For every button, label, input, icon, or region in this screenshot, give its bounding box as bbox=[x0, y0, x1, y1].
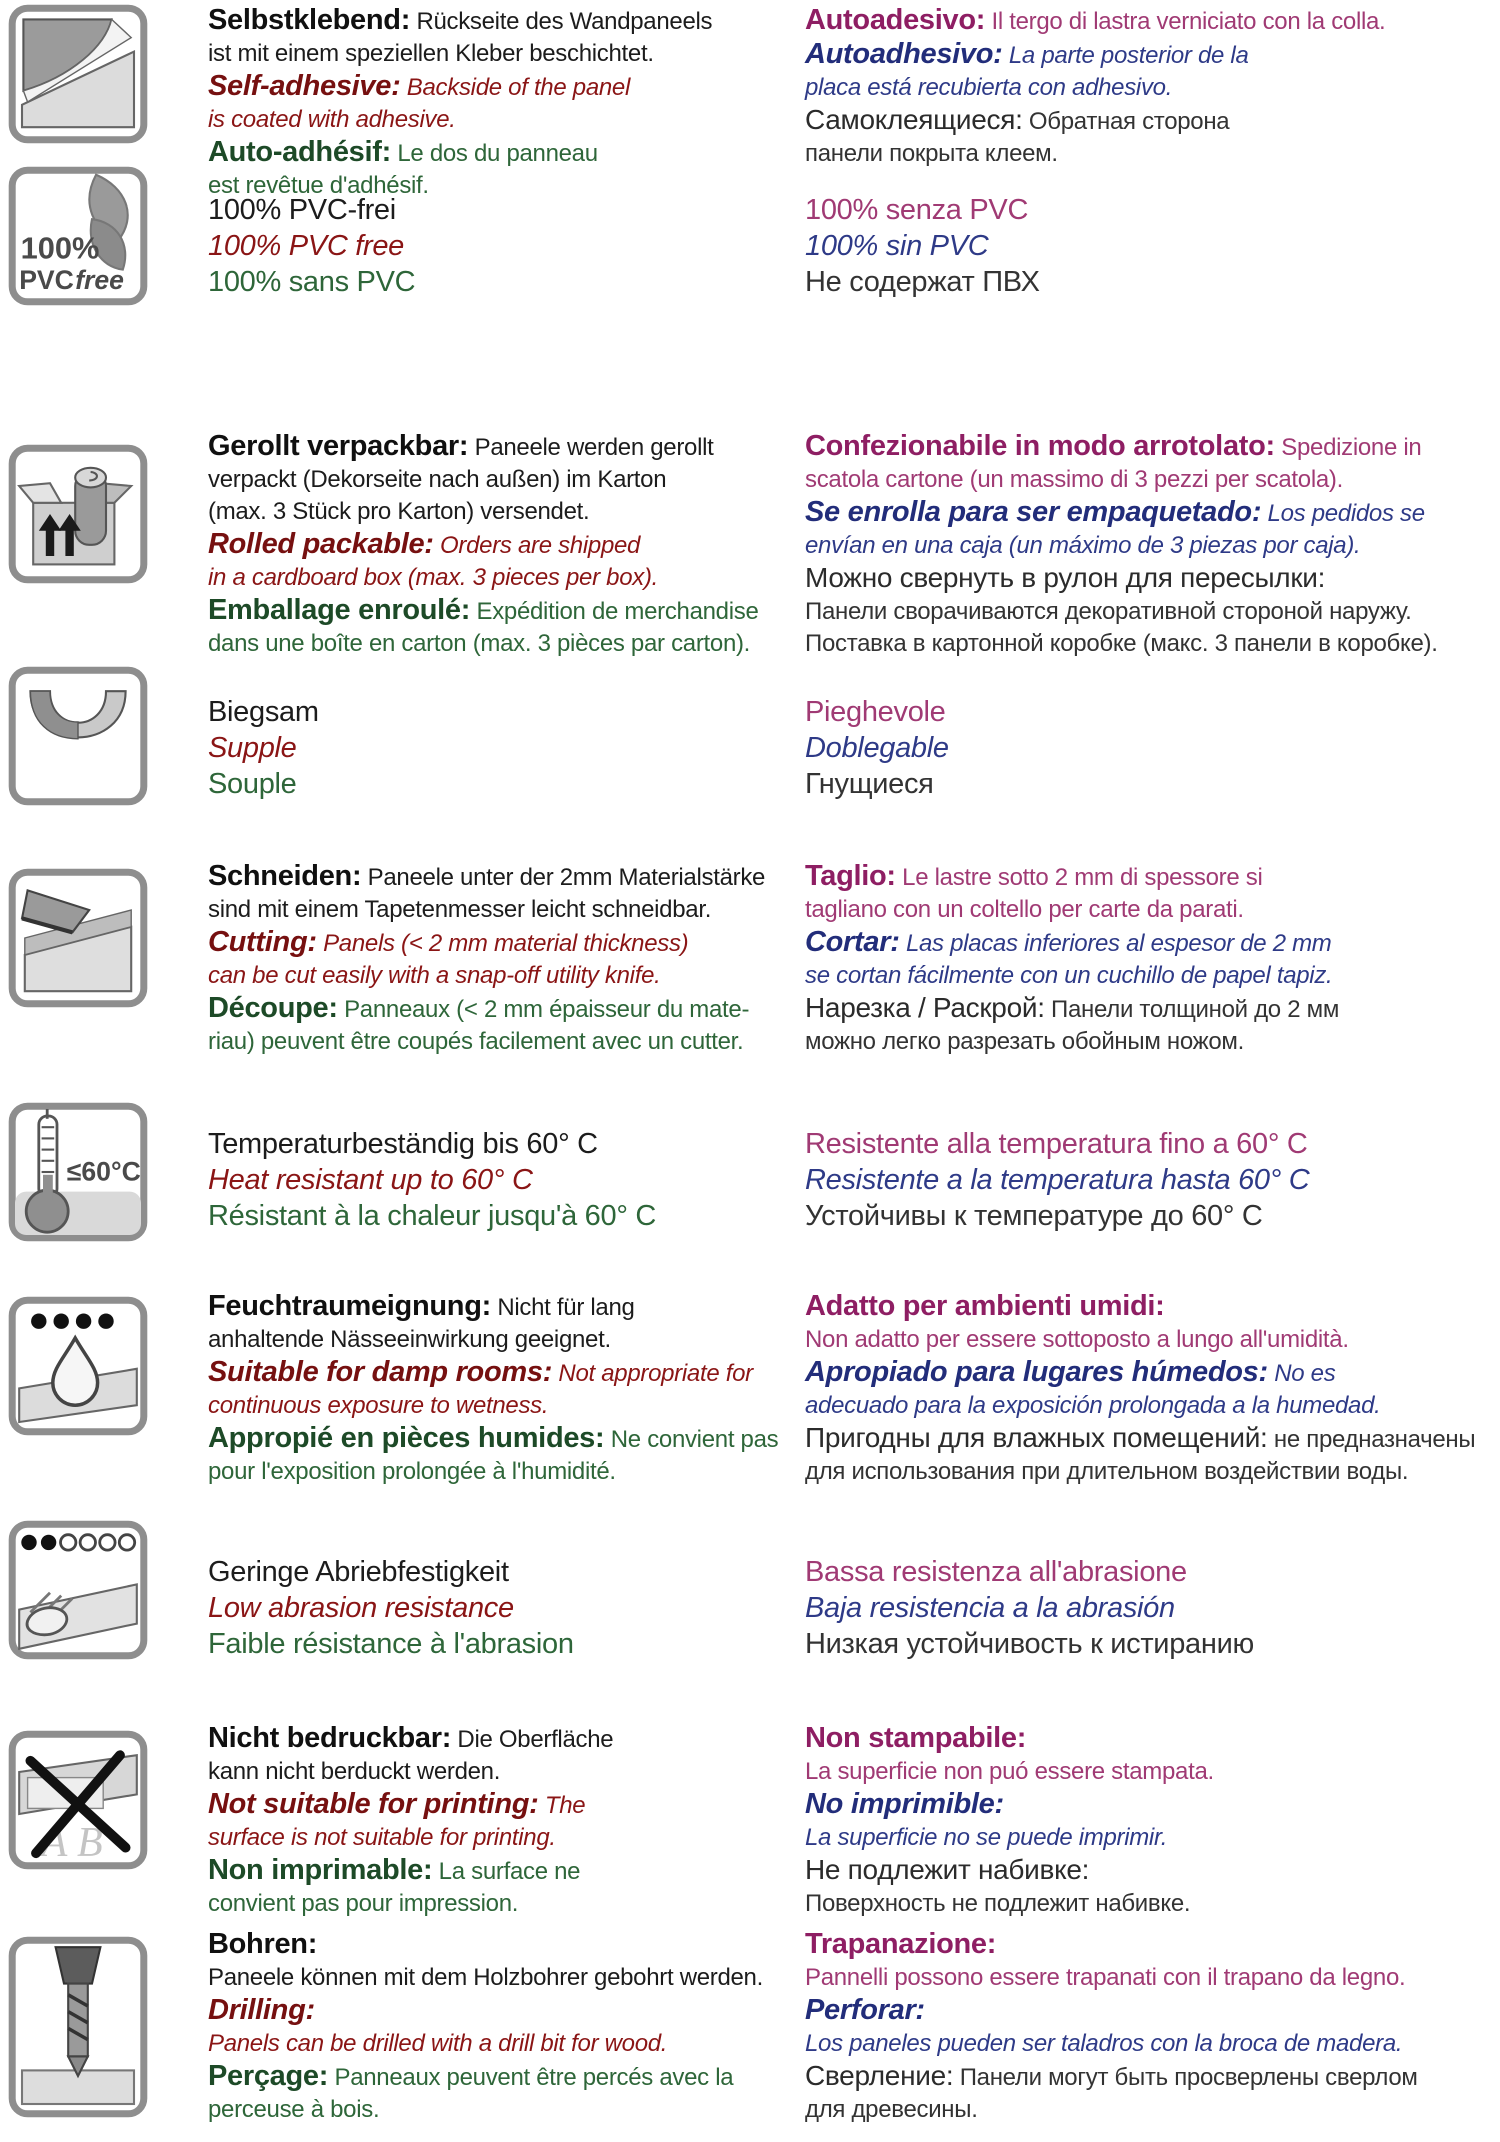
text-line bbox=[208, 1026, 798, 1058]
text-line bbox=[208, 2060, 798, 2094]
pvc-free-icon bbox=[8, 166, 148, 306]
term-label: Самоклеящиеся: bbox=[805, 104, 1023, 135]
text-line bbox=[208, 1356, 798, 1390]
text-line bbox=[208, 992, 798, 1026]
description-text: Поставка в картонной коробке (макс. 3 панели в коробке). bbox=[805, 630, 1438, 657]
text-line bbox=[208, 1290, 798, 1324]
term-label: Drilling: bbox=[208, 1994, 315, 2026]
text-line bbox=[805, 730, 1495, 766]
description-text: No es bbox=[1267, 1360, 1336, 1387]
drill-icon bbox=[8, 1936, 148, 2118]
text-line bbox=[805, 496, 1495, 530]
text-column-right bbox=[805, 1290, 1495, 1488]
description-text: Resistente alla temperatura fino a 60° C bbox=[805, 1128, 1308, 1160]
text-column-left bbox=[208, 1290, 798, 1488]
text-column-left bbox=[208, 1554, 798, 1662]
text-line bbox=[208, 38, 798, 70]
term-label: Emballage enroulé: bbox=[208, 594, 471, 626]
text-line bbox=[805, 1198, 1495, 1234]
description-text: Faible résistance à l'abrasion bbox=[208, 1628, 574, 1660]
term-label: Cortar: bbox=[805, 926, 900, 958]
text-line bbox=[805, 228, 1495, 264]
text-line bbox=[805, 926, 1495, 960]
description-text: verpackt (Dekorseite nach außen) im Karton bbox=[208, 466, 667, 493]
text-line bbox=[805, 1756, 1495, 1788]
term-label: Selbstklebend: bbox=[208, 4, 411, 36]
text-line bbox=[805, 1822, 1495, 1854]
text-column-right bbox=[805, 1928, 1495, 2126]
description-text: Nicht für lang bbox=[491, 1294, 635, 1321]
text-column-right bbox=[805, 1554, 1495, 1662]
text-line bbox=[208, 1788, 798, 1822]
description-text: continuous exposure to wetness. bbox=[208, 1392, 549, 1419]
description-text: 100% PVC free bbox=[208, 230, 404, 262]
text-line bbox=[805, 1290, 1495, 1324]
cutting-knife-icon bbox=[8, 868, 148, 1008]
text-line bbox=[805, 894, 1495, 926]
text-line bbox=[208, 766, 798, 802]
description-text: Doblegable bbox=[805, 732, 949, 764]
text-line bbox=[805, 562, 1495, 596]
term-label: Autoadesivo: bbox=[805, 4, 986, 36]
text-line bbox=[805, 1590, 1495, 1626]
description-text: surface is not suitable for printing. bbox=[208, 1824, 556, 1851]
text-line bbox=[805, 960, 1495, 992]
description-text: Panels can be drilled with a drill bit for wood. bbox=[208, 2030, 668, 2057]
term-label: Confezionabile in modo arrotolato: bbox=[805, 430, 1275, 462]
description-text: Pieghevole bbox=[805, 696, 946, 728]
term-label: Adatto per ambienti umidi: bbox=[805, 1290, 1165, 1322]
text-line bbox=[805, 192, 1495, 228]
description-text: pour l'exposition prolongée à l'humidité. bbox=[208, 1458, 616, 1485]
self-adhesive-icon-drawing bbox=[8, 4, 148, 144]
text-line bbox=[805, 1928, 1495, 1962]
text-line bbox=[208, 1324, 798, 1356]
description-text: La superficie no se puede imprimir. bbox=[805, 1824, 1168, 1851]
text-line bbox=[208, 628, 798, 660]
text-line bbox=[208, 1928, 798, 1962]
description-text: scatola cartone (un massimo di 3 pezzi per scatola). bbox=[805, 466, 1343, 493]
description-text: anhaltende Nässeeinwirkung geeignet. bbox=[208, 1326, 611, 1353]
description-text: Устойчивы к температуре до 60° C bbox=[805, 1200, 1263, 1232]
description-text: ist mit einem speziellen Kleber beschichtet. bbox=[208, 40, 654, 67]
text-line bbox=[805, 1390, 1495, 1422]
description-text: La parte posterior de la bbox=[1002, 42, 1249, 69]
description-text: dans une boîte en carton (max. 3 pièces par carton). bbox=[208, 630, 751, 657]
text-line bbox=[208, 496, 798, 528]
text-line bbox=[208, 960, 798, 992]
supple-icon bbox=[8, 666, 148, 806]
text-line bbox=[208, 1822, 798, 1854]
term-label: Perforar: bbox=[805, 1994, 925, 2026]
text-line bbox=[805, 2028, 1495, 2060]
description-text: для древесины. bbox=[805, 2096, 978, 2123]
drill-icon-drawing bbox=[8, 1936, 148, 2118]
text-line bbox=[805, 1888, 1495, 1920]
text-line bbox=[208, 1390, 798, 1422]
description-text: can be cut easily with a snap-off utility knife. bbox=[208, 962, 661, 989]
text-line bbox=[208, 192, 798, 228]
description-text: Geringe Abriebfestigkeit bbox=[208, 1556, 509, 1588]
text-line bbox=[208, 730, 798, 766]
description-text: perceuse à bois. bbox=[208, 2096, 380, 2123]
text-line bbox=[805, 694, 1495, 730]
description-text: Baja resistencia a la abrasión bbox=[805, 1592, 1175, 1624]
description-text: можно легко разрезать обойным ножом. bbox=[805, 1028, 1245, 1055]
description-text: Heat resistant up to 60° C bbox=[208, 1164, 533, 1196]
text-column-left bbox=[208, 1722, 798, 1920]
description-text: Not appropriate for bbox=[552, 1360, 753, 1387]
water-drop-icon-drawing bbox=[8, 1296, 148, 1436]
text-line bbox=[208, 1554, 798, 1590]
description-text: Paneele können mit dem Holzbohrer gebohrt werden. bbox=[208, 1964, 763, 1991]
term-label: No imprimible: bbox=[805, 1788, 1004, 1820]
term-label: Не подлежит набивке: bbox=[805, 1854, 1090, 1885]
text-column-right bbox=[805, 860, 1495, 1058]
term-label: Non imprimable: bbox=[208, 1854, 433, 1886]
description-text: Pannelli possono essere trapanati con il trapano da legno. bbox=[805, 1964, 1406, 1991]
description-text: envían en una caja (un máximo de 3 piezas por caja). bbox=[805, 532, 1361, 559]
term-label: Rolled packable: bbox=[208, 528, 434, 560]
description-text: Panels (< 2 mm material thickness) bbox=[316, 930, 689, 957]
text-line bbox=[805, 1162, 1495, 1198]
description-text: La superficie non puó essere stampata. bbox=[805, 1758, 1214, 1785]
description-text: sind mit einem Tapetenmesser leicht schneidbar. bbox=[208, 896, 712, 923]
description-text: не предназначены bbox=[1267, 1426, 1476, 1453]
description-text: панели покрыта клеем. bbox=[805, 140, 1058, 167]
text-column-left bbox=[208, 192, 798, 300]
term-label: Apropiado para lugares húmedos: bbox=[805, 1356, 1268, 1388]
term-label: Можно свернуть в рулон для пересылки: bbox=[805, 562, 1326, 593]
text-column-left bbox=[208, 860, 798, 1058]
text-line bbox=[208, 2094, 798, 2126]
description-text: is coated with adhesive. bbox=[208, 106, 456, 133]
description-text: Paneele werden gerollt bbox=[468, 434, 714, 461]
text-line bbox=[208, 136, 798, 170]
no-printing-icon bbox=[8, 1730, 148, 1870]
term-label: Cutting: bbox=[208, 926, 317, 958]
text-column-right bbox=[805, 1722, 1495, 1920]
abrasion-dots-icon-drawing bbox=[8, 1520, 148, 1660]
text-line bbox=[805, 1126, 1495, 1162]
text-line bbox=[208, 464, 798, 496]
description-text: placa está recubierta con adhesivo. bbox=[805, 74, 1173, 101]
term-label: Schneiden: bbox=[208, 860, 362, 892]
description-text: (max. 3 Stück pro Karton) versendet. bbox=[208, 498, 590, 525]
text-column-left bbox=[208, 1928, 798, 2126]
description-text: tagliano con un coltello per carte da parati. bbox=[805, 896, 1244, 923]
text-line bbox=[208, 894, 798, 926]
self-adhesive-icon bbox=[8, 4, 148, 144]
text-line bbox=[208, 1198, 798, 1234]
text-line bbox=[805, 766, 1495, 802]
text-line bbox=[805, 264, 1495, 300]
description-text: Die Oberfläche bbox=[451, 1726, 614, 1753]
term-label: Сверление: bbox=[805, 2060, 954, 2091]
text-line bbox=[805, 1356, 1495, 1390]
term-label: Trapanazione: bbox=[805, 1928, 997, 1960]
abrasion-dots-icon bbox=[8, 1520, 148, 1660]
text-line bbox=[805, 1026, 1495, 1058]
text-line bbox=[805, 430, 1495, 464]
pvc-label: PVC bbox=[19, 265, 74, 296]
water-drop-icon bbox=[8, 1296, 148, 1436]
text-column-left bbox=[208, 694, 798, 802]
text-line bbox=[805, 138, 1495, 170]
description-text: convient pas pour impression. bbox=[208, 1890, 519, 1917]
text-line bbox=[208, 1722, 798, 1756]
description-text: Supple bbox=[208, 732, 297, 764]
rolled-packable-icon-drawing bbox=[8, 444, 148, 584]
description-text: Поверхность не подлежит набивке. bbox=[805, 1890, 1191, 1917]
supple-icon-drawing bbox=[8, 666, 148, 806]
description-text: Обратная сторона bbox=[1022, 108, 1230, 135]
description-text: riau) peuvent être coupés facilement avec un cutter. bbox=[208, 1028, 744, 1055]
thermometer-icon-drawing bbox=[8, 1102, 148, 1242]
text-line bbox=[805, 1554, 1495, 1590]
text-line bbox=[805, 1854, 1495, 1888]
text-line bbox=[805, 530, 1495, 562]
text-line bbox=[805, 1962, 1495, 1994]
description-text: Il tergo di lastra verniciato con la colla. bbox=[985, 8, 1386, 35]
description-text: Le dos du panneau bbox=[390, 140, 598, 167]
pvc-free-icon-drawing bbox=[8, 166, 148, 306]
description-text: Low abrasion resistance bbox=[208, 1592, 514, 1624]
term-label: Découpe: bbox=[208, 992, 338, 1024]
description-text: Bassa resistenza all'abrasione bbox=[805, 1556, 1187, 1588]
description-text: Панели толщиной до 2 мм bbox=[1044, 996, 1340, 1023]
text-line bbox=[805, 596, 1495, 628]
term-label: Non stampabile: bbox=[805, 1722, 1027, 1754]
text-line bbox=[805, 1456, 1495, 1488]
description-text: Панели сворачиваются декоративной стороной наружу. bbox=[805, 598, 1412, 625]
description-text: Гнущиеся bbox=[805, 768, 934, 800]
text-line bbox=[805, 72, 1495, 104]
text-line bbox=[805, 4, 1495, 38]
description-text: Biegsam bbox=[208, 696, 319, 728]
text-line bbox=[805, 104, 1495, 138]
description-text: Backside of the panel bbox=[400, 74, 630, 101]
term-label: Нарезка / Раскрой: bbox=[805, 992, 1045, 1023]
text-column-right bbox=[805, 430, 1495, 660]
text-line bbox=[805, 1788, 1495, 1822]
term-label: Feuchtraumeignung: bbox=[208, 1290, 491, 1322]
description-text: 100% sans PVC bbox=[208, 266, 416, 298]
text-line bbox=[805, 1324, 1495, 1356]
description-text: Non adatto per essere sottoposto a lungo all'umidità. bbox=[805, 1326, 1349, 1353]
description-text: est revêtue d'adhésif. bbox=[208, 172, 429, 199]
description-text: Не содержат ПВХ bbox=[805, 266, 1040, 298]
text-line bbox=[208, 228, 798, 264]
text-line bbox=[208, 1162, 798, 1198]
description-text: Los pedidos se bbox=[1261, 500, 1425, 527]
description-text: Las placas inferiores al espesor de 2 mm bbox=[899, 930, 1332, 957]
text-line bbox=[208, 70, 798, 104]
description-text: Панели могут быть просверлены сверлом bbox=[953, 2064, 1418, 2091]
term-label: Not suitable for printing: bbox=[208, 1788, 539, 1820]
text-column-left bbox=[208, 430, 798, 660]
text-line bbox=[805, 1422, 1495, 1456]
rolled-packable-icon bbox=[8, 444, 148, 584]
text-column-right bbox=[805, 4, 1495, 170]
text-line bbox=[805, 2094, 1495, 2126]
description-text: Ne convient pas bbox=[604, 1426, 779, 1453]
description-text: Expédition de merchandise bbox=[470, 598, 759, 625]
description-text: Panneaux (< 2 mm épaisseur du mate- bbox=[337, 996, 750, 1023]
text-line bbox=[208, 1854, 798, 1888]
text-column-right bbox=[805, 1126, 1495, 1234]
text-line bbox=[208, 1888, 798, 1920]
term-label: Bohren: bbox=[208, 1928, 318, 1960]
text-column-right bbox=[805, 694, 1495, 802]
text-line bbox=[208, 694, 798, 730]
text-column-left bbox=[208, 4, 798, 202]
text-column-right bbox=[805, 192, 1495, 300]
term-label: Appropié en pièces humides: bbox=[208, 1422, 605, 1454]
text-line bbox=[805, 464, 1495, 496]
free-label: free bbox=[75, 265, 124, 296]
term-label: Se enrolla para ser empaquetado: bbox=[805, 496, 1262, 528]
text-line bbox=[805, 2060, 1495, 2094]
term-label: Nicht bedruckbar: bbox=[208, 1722, 452, 1754]
text-line bbox=[208, 1456, 798, 1488]
description-text: Paneele unter der 2mm Materialstärke bbox=[361, 864, 766, 891]
pvc-100-label: 100% bbox=[20, 230, 100, 266]
no-printing-icon-drawing bbox=[8, 1730, 148, 1870]
text-line bbox=[208, 264, 798, 300]
term-label: Autoadhesivo: bbox=[805, 38, 1003, 70]
description-text: Los paneles pueden ser taladros con la broca de madera. bbox=[805, 2030, 1403, 2057]
text-line bbox=[208, 1626, 798, 1662]
description-text: Orders are shipped bbox=[433, 532, 641, 559]
description-text: Temperaturbeständig bis 60° C bbox=[208, 1128, 598, 1160]
description-text: 100% PVC-frei bbox=[208, 194, 396, 226]
text-line bbox=[208, 594, 798, 628]
text-line bbox=[208, 1590, 798, 1626]
term-label: Taglio: bbox=[805, 860, 896, 892]
description-text: Panneaux peuvent être percés avec la bbox=[328, 2064, 734, 2091]
description-text: The bbox=[538, 1792, 586, 1819]
description-text: Rückseite des Wandpaneels bbox=[410, 8, 713, 35]
description-text: Souple bbox=[208, 768, 297, 800]
text-line bbox=[208, 1422, 798, 1456]
text-line bbox=[208, 860, 798, 894]
text-line bbox=[805, 1626, 1495, 1662]
text-line bbox=[805, 992, 1495, 1026]
description-text: La surface ne bbox=[432, 1858, 581, 1885]
text-line bbox=[805, 38, 1495, 72]
description-text: kann nicht berduckt werden. bbox=[208, 1758, 501, 1785]
text-line bbox=[805, 628, 1495, 660]
thermometer-icon bbox=[8, 1102, 148, 1242]
text-line bbox=[805, 1994, 1495, 2028]
text-line bbox=[208, 562, 798, 594]
description-text: Spedizione in bbox=[1274, 434, 1422, 461]
term-label: Self-adhesive: bbox=[208, 70, 401, 102]
description-text: se cortan fácilmente con un cuchillo de papel tapiz. bbox=[805, 962, 1333, 989]
term-label: Suitable for damp rooms: bbox=[208, 1356, 553, 1388]
description-text: Resistente a la temperatura hasta 60° C bbox=[805, 1164, 1310, 1196]
description-text: 100% sin PVC bbox=[805, 230, 989, 262]
text-line bbox=[208, 1994, 798, 2028]
text-line bbox=[208, 104, 798, 136]
description-text: 100% senza PVC bbox=[805, 194, 1029, 226]
description-text: Le lastre sotto 2 mm di spessore si bbox=[895, 864, 1263, 891]
text-line bbox=[208, 430, 798, 464]
text-column-left bbox=[208, 1126, 798, 1234]
ab-letters-label: A B bbox=[41, 1820, 103, 1866]
description-text: для использования при длительном воздействии воды. bbox=[805, 1458, 1409, 1485]
text-line bbox=[208, 2028, 798, 2060]
text-line bbox=[208, 528, 798, 562]
text-line bbox=[208, 926, 798, 960]
text-line bbox=[208, 4, 798, 38]
description-text: Низкая устойчивость к истиранию bbox=[805, 1628, 1254, 1660]
text-line bbox=[805, 860, 1495, 894]
term-label: Perçage: bbox=[208, 2060, 329, 2092]
text-line bbox=[208, 1756, 798, 1788]
text-line bbox=[208, 1126, 798, 1162]
term-label: Auto-adhésif: bbox=[208, 136, 391, 168]
description-text: in a cardboard box (max. 3 pieces per box). bbox=[208, 564, 659, 591]
temp-limit-label: ≤60°C bbox=[66, 1156, 141, 1187]
description-text: adecuado para la exposición prolongada a la humedad. bbox=[805, 1392, 1381, 1419]
text-line bbox=[208, 1962, 798, 1994]
text-line bbox=[805, 1722, 1495, 1756]
term-label: Gerollt verpackbar: bbox=[208, 430, 469, 462]
description-text: Résistant à la chaleur jusqu'à 60° C bbox=[208, 1200, 657, 1232]
term-label: Пригодны для влажных помещений: bbox=[805, 1422, 1268, 1453]
cutting-knife-icon-drawing bbox=[8, 868, 148, 1008]
